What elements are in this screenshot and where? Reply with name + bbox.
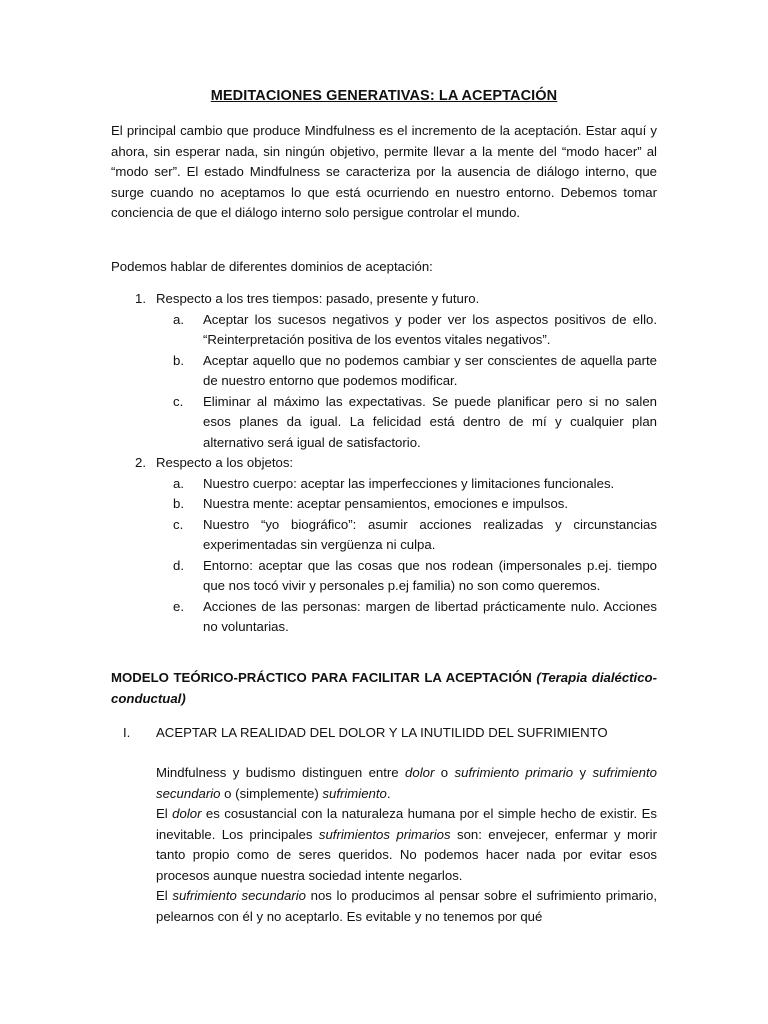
sublist-item-text: Aceptar aquello que no podemos cambiar y ser conscientes de aquella parte de nuestro entorno que podemos modificar. bbox=[203, 352, 657, 388]
model-heading bbox=[111, 668, 657, 709]
sublist-item-text: Nuestro “yo biográfico”: asumir acciones realizadas y circunstancias experimentadas sin vergüenza ni culpa. bbox=[203, 516, 657, 552]
list-item bbox=[135, 453, 657, 638]
list-item-text: Respecto a los tres tiempos: pasado, presente y futuro. bbox=[156, 291, 480, 306]
list-item-text: Respecto a los objetos: bbox=[156, 455, 294, 470]
sublist-item bbox=[173, 597, 657, 638]
sublist bbox=[173, 474, 657, 638]
sublist-item-text: Eliminar al máximo las expectativas. Se puede planificar pero si no salen esos planes da igual. La felicidad está dentro de mí y cualquier plan alternativo será igual de satisfactorio. bbox=[203, 393, 657, 450]
sublist-marker: c. bbox=[173, 516, 184, 532]
sublist-item-text: Nuestro cuerpo: aceptar las imperfecciones y limitaciones funcionales. bbox=[203, 475, 615, 491]
sublist-item bbox=[173, 351, 657, 392]
section-i-paragraph-3: El sufrimiento secundario nos lo producimos al pensar sobre el sufrimiento primario, pelearnos con él y no aceptarlo. Es evitable y no tenemos por qué bbox=[156, 888, 657, 924]
sublist-item-text: Nuestra mente: aceptar pensamientos, emociones e impulsos. bbox=[203, 496, 569, 511]
sublist-item bbox=[173, 515, 657, 556]
sublist-item bbox=[173, 494, 657, 515]
section-i-body bbox=[156, 763, 657, 927]
sublist-marker: a. bbox=[173, 475, 184, 491]
model-heading-italic: (Terapia dialéctico-conductual) bbox=[111, 670, 658, 706]
sublist-item bbox=[173, 310, 657, 351]
sublist bbox=[173, 310, 657, 454]
sublist-marker: c. bbox=[173, 393, 184, 409]
section-i-numeral: I. bbox=[123, 725, 131, 740]
sublist-item bbox=[173, 474, 657, 495]
acceptance-domains-list bbox=[135, 289, 657, 638]
domains-intro-paragraph: Podemos hablar de diferentes dominios de aceptación: bbox=[111, 259, 433, 274]
list-item bbox=[135, 289, 657, 453]
document-title: MEDITACIONES GENERATIVAS: LA ACEPTACIÓN bbox=[210, 88, 558, 104]
sublist-item-text: Entorno: aceptar que las cosas que nos rodean (impersonales p.ej. tiempo que nos tocó vivir y personales p.ej familia) no son como queremos. bbox=[203, 557, 657, 593]
intro-paragraph: El principal cambio que produce Mindfulness es el incremento de la aceptación. Estar aquí y ahora, sin esperar nada, sin ningún objetivo, permite llevar a la mente del “modo hacer” al “modo ser”. El estado Mindfulness se caracteriza por la ausencia de diálogo interno, que surge cuando no aceptamos lo que está ocurriendo en nuestro entorno. Debemos tomar conciencia de que el diálogo interno solo persigue controlar el mundo. bbox=[111, 123, 657, 220]
list-marker: 2. bbox=[135, 455, 146, 470]
list-marker: 1. bbox=[135, 291, 146, 306]
sublist-item-text: Acciones de las personas: margen de libertad prácticamente nulo. Acciones no voluntarias. bbox=[203, 598, 657, 634]
section-i-paragraph-1: Mindfulness y budismo distinguen entre dolor o sufrimiento primario y sufrimiento secundario o (simplemente) sufrimiento. bbox=[156, 765, 657, 801]
sublist-item-text: Aceptar los sucesos negativos y poder ver los aspectos positivos de ello. “Reinterpretación positiva de los eventos vitales negativos”. bbox=[203, 311, 657, 347]
sublist-item bbox=[173, 392, 657, 454]
sublist-marker: e. bbox=[173, 598, 184, 614]
sublist-marker: a. bbox=[173, 311, 184, 327]
sublist-marker: b. bbox=[173, 352, 184, 368]
sublist-item bbox=[173, 556, 657, 597]
section-i-title: ACEPTAR LA REALIDAD DEL DOLOR Y LA INUTILIDD DEL SUFRIMIENTO bbox=[156, 725, 608, 740]
section-i-paragraph-2: El dolor es cosustancial con la naturaleza humana por el simple hecho de existir. Es inevitable. Los principales sufrimientos primarios son: envejecer, enfermar y morir tanto propio como de seres queridos. No podemos hacer nada por evitar esos procesos aunque nuestra sociedad intente negarlos. bbox=[156, 806, 657, 883]
sublist-marker: b. bbox=[173, 496, 184, 511]
model-heading-bold: MODELO TEÓRICO-PRÁCTICO PARA FACILITAR LA ACEPTACIÓN bbox=[111, 670, 537, 685]
sublist-marker: d. bbox=[173, 557, 184, 573]
